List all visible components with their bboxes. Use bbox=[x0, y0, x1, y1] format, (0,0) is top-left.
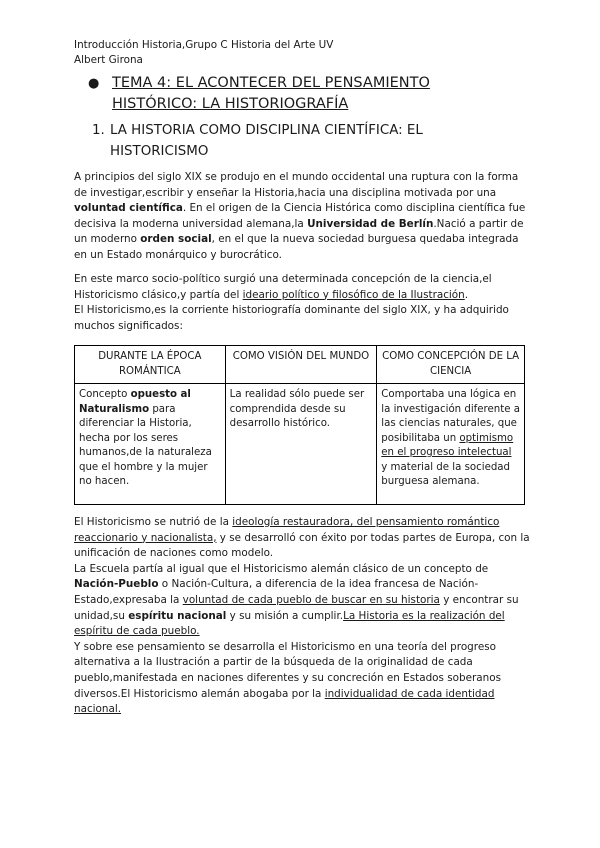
text-run: En este marco socio-político surgió una determinada concepción de la ciencia,el Historicismo clásico,y partía del bbox=[74, 273, 492, 301]
paragraph-nation bbox=[74, 515, 534, 718]
text-run: para diferenciar la Historia, hecha por los seres humanos,de la naturaleza que el hombre y la mujer no hacen. bbox=[79, 403, 212, 487]
text-run: El Historicismo,es la corriente historiografía dominante del siglo XIX, y ha adquirido muchos significados: bbox=[74, 304, 509, 332]
text-run: y se desarrolló con éxito por todas partes de Europa, con la unificación de naciones como modelo. bbox=[74, 531, 530, 560]
text-run: o Nación-Cultura, a diferencia de la idea francesa de Nación-Estado,expresaba la bbox=[74, 578, 479, 606]
text-run: y encontrar su unidad,su bbox=[74, 593, 519, 622]
header-author: Albert Girona bbox=[74, 54, 143, 66]
text-run: El Historicismo se nutrió de la bbox=[74, 516, 233, 528]
bold-term: orden social bbox=[140, 233, 212, 246]
bold-term: opuesto al Naturalismo bbox=[79, 389, 191, 415]
bold-term: espíritu nacional bbox=[128, 609, 227, 622]
text-run: .Nació a partir de un moderno bbox=[74, 217, 524, 246]
text-run: Comportaba una lógica en la investigación diferente a las ciencias naturales, que posibilitaba un bbox=[381, 389, 520, 444]
bullet-icon: ● bbox=[88, 76, 100, 91]
underlined-term: optimismo en el progreso intelectual bbox=[381, 432, 514, 458]
table-cell-worldview: La realidad sólo puede ser comprendida desde su desarrollo histórico. bbox=[225, 384, 377, 505]
topic-title-block bbox=[88, 73, 468, 115]
bold-term: Nación-Pueblo bbox=[74, 578, 159, 591]
text-run: . En el origen de la Ciencia Histórica como disciplina científica fue decisiva la moderna universidad alemana,la bbox=[74, 202, 526, 230]
text-run: . bbox=[464, 288, 469, 301]
underlined-term: voluntad de cada pueblo de buscar en su historia bbox=[182, 593, 440, 606]
table-header-cell: DURANTE LA ÉPOCA ROMÁNTICA bbox=[75, 346, 226, 384]
header-course: Introducción Historia,Grupo C Historia del Arte UV bbox=[74, 39, 334, 51]
topic-title: TEMA 4: EL ACONTECER DEL PENSAMIENTO HISTÓRICO: LA HISTORIOGRAFÍA bbox=[112, 75, 430, 112]
text-run: y material de la sociedad burguesa alemana. bbox=[381, 461, 511, 487]
text-run: y su misión a cumplir. bbox=[226, 609, 344, 622]
section-number: 1. bbox=[92, 123, 105, 138]
table-header-cell: COMO VISIÓN DEL MUNDO bbox=[225, 346, 377, 384]
table-row bbox=[75, 384, 525, 505]
paragraph-intro bbox=[74, 170, 534, 264]
bold-term: Universidad de Berlín bbox=[307, 217, 434, 230]
table-header-cell: COMO CONCEPCIÓN DE LA CIENCIA bbox=[377, 346, 525, 384]
text-run: Concepto bbox=[79, 389, 131, 400]
text-run: A principios del siglo XIX se produjo en el mundo occidental una ruptura con la forma de investigar,escribir y enseñar la Historia,hacia una disciplina motivada por una bbox=[74, 171, 519, 199]
table-cell-romantic bbox=[75, 384, 226, 505]
underlined-term: La Historia es la realización del espíritu de cada pueblo. bbox=[74, 609, 505, 638]
table-header-row bbox=[75, 346, 525, 384]
text-run: La Escuela partía al igual que el Historicismo alemán clásico de un concepto de bbox=[74, 562, 489, 575]
meanings-table bbox=[74, 345, 525, 505]
table-cell-science bbox=[377, 384, 525, 505]
text-run: Y sobre ese pensamiento se desarrolla el Historicismo en una teoría del progreso alternativa a la Ilustración a partir de la búsqueda de la originalidad de cada pueblo,manifestada en naciones diferentes y su concreción en Estados soberanos diversos.El Historicismo alemán abogaba por la bbox=[74, 640, 501, 700]
document-header bbox=[74, 38, 333, 68]
underlined-term: individualidad de cada identidad nacional. bbox=[74, 687, 495, 716]
section-heading bbox=[92, 120, 512, 162]
underlined-term: ideario político y filosófico de la Ilustración bbox=[242, 288, 465, 301]
underlined-term: ideología restauradora, del pensamiento romántico reaccionario y nacionalista, bbox=[74, 516, 500, 544]
section-title: LA HISTORIA COMO DISCIPLINA CIENTÍFICA: EL HISTORICISMO bbox=[110, 123, 423, 159]
text-run: , en el que la nueva sociedad burguesa quedaba integrada en un Estado monárquico y burocrático. bbox=[74, 233, 519, 261]
bold-term: voluntad científica bbox=[74, 202, 183, 215]
paragraph-context bbox=[74, 272, 534, 334]
